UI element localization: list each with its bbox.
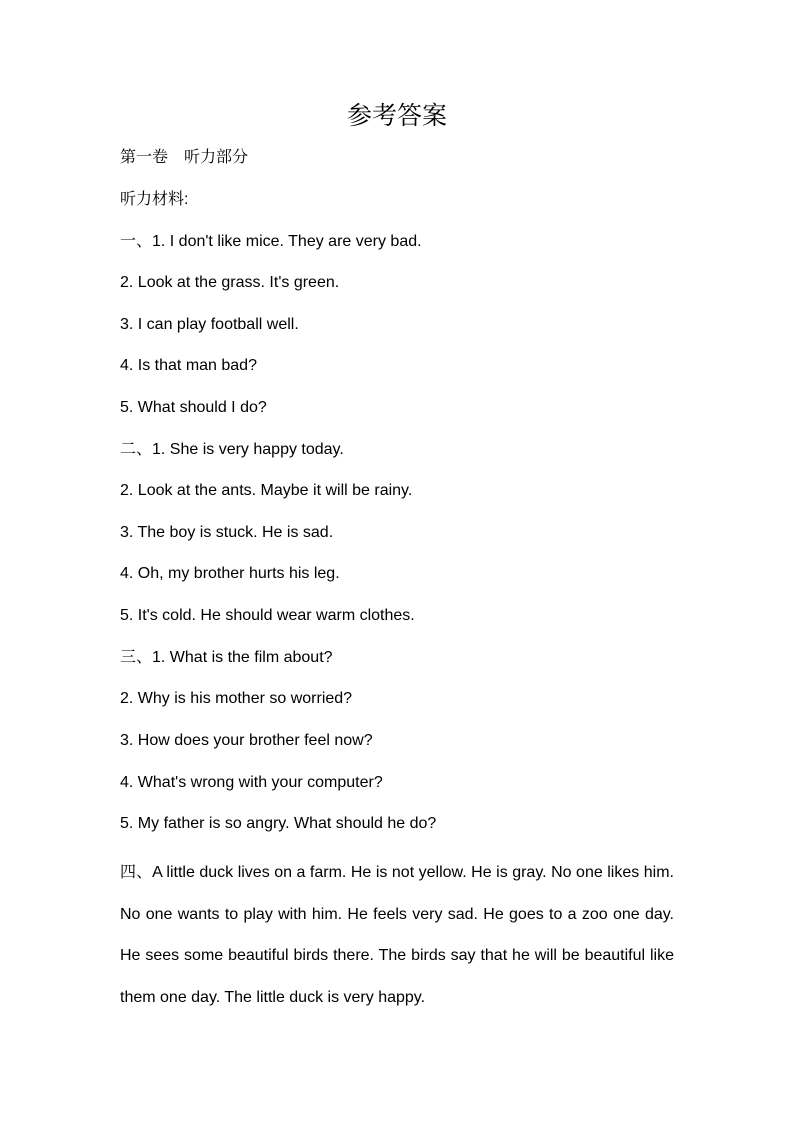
text-line: 2. Look at the ants. Maybe it will be rainy. xyxy=(120,482,413,499)
subheading: 听力材料: xyxy=(120,191,189,208)
text-line: 5. What should I do? xyxy=(120,399,267,416)
text-line: 5. My father is so angry. What should he do? xyxy=(120,815,437,832)
text-line: 4. Oh, my brother hurts his leg. xyxy=(120,565,340,582)
text-line: 2. Look at the grass. It's green. xyxy=(120,274,340,291)
section-heading: 第一卷 听力部分 xyxy=(120,149,249,166)
text-line: 3. How does your brother feel now? xyxy=(120,732,373,749)
text-line: 3. The boy is stuck. He is sad. xyxy=(120,524,334,541)
text-line: 一、1. I don't like mice. They are very bad. xyxy=(120,233,422,250)
text-line: 4. What's wrong with your computer? xyxy=(120,774,383,791)
text-line: 二、1. She is very happy today. xyxy=(120,441,344,458)
text-line: 4. Is that man bad? xyxy=(120,357,257,374)
text-line: 3. I can play football well. xyxy=(120,316,299,333)
story-paragraph: 四、A little duck lives on a farm. He is not yellow. He is gray. No one likes him. No one wants to play with him. He feels very sad. He goes to a zoo one day. He sees some beautiful birds there. The birds say that he will be beautiful like them one day. The little duck is very happy. xyxy=(120,864,674,1007)
text-line: 2. Why is his mother so worried? xyxy=(120,690,353,707)
text-line: 三、1. What is the film about? xyxy=(120,649,333,666)
text-line: 5. It's cold. He should wear warm clothes. xyxy=(120,607,415,624)
page-title: 参考答案 xyxy=(346,101,447,130)
